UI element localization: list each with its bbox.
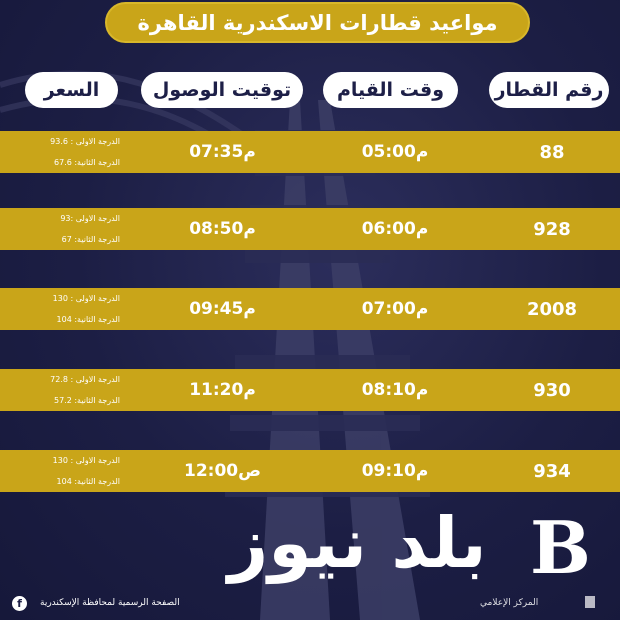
table-row	[0, 369, 620, 411]
arrival-time: 07:35م	[189, 142, 256, 162]
table-row	[0, 208, 620, 250]
price-second-class: الدرجة الثانية: 57.2	[54, 395, 120, 405]
train-number: 934	[533, 460, 571, 482]
train-number: 88	[539, 141, 565, 163]
price-first-class: الدرجة الاولى : 130	[52, 293, 120, 303]
price-second-class: الدرجة الثانية: 104	[56, 476, 120, 486]
departure-time: 08:10م	[361, 380, 429, 400]
departure-time: 06:00م	[361, 219, 429, 239]
footer	[0, 592, 620, 620]
brand-logo-mark: B	[530, 505, 591, 590]
price-cell	[0, 450, 128, 492]
price-cell	[0, 288, 128, 330]
price-first-class: الدرجة الاولى :93	[60, 213, 120, 223]
header-price: السعر	[25, 72, 118, 108]
departure-time: 05:00م	[361, 142, 429, 162]
arrival-time: 12:00ص	[184, 461, 261, 481]
arrival-time: 11:20م	[189, 380, 256, 400]
header-train-number: رقم القطار	[489, 72, 609, 108]
arrival-time: 08:50م	[189, 219, 256, 239]
header-departure: وقت القيام	[323, 72, 458, 108]
table-row	[0, 131, 620, 173]
price-cell	[0, 369, 128, 411]
arrival-time: 09:45م	[189, 299, 256, 319]
facebook-icon[interactable]: f	[12, 596, 27, 611]
departure-time: 09:10م	[361, 461, 429, 481]
price-second-class: الدرجة الثانية: 67.6	[54, 157, 120, 167]
train-number: 2008	[526, 298, 578, 320]
footer-page-credit: الصفحة الرسمية لمحافظة الإسكندرية	[40, 598, 180, 608]
train-number: 928	[533, 218, 571, 240]
page-title: مواعيد قطارات الاسكندرية القاهرة	[105, 2, 530, 43]
table-row	[0, 288, 620, 330]
media-center-icon	[585, 596, 595, 608]
table-row	[0, 450, 620, 492]
price-first-class: الدرجة الاولى : 130	[52, 455, 120, 465]
price-cell	[0, 131, 128, 173]
price-first-class: الدرجة الاولى : 93.6	[50, 136, 120, 146]
price-cell	[0, 208, 128, 250]
footer-media-credit: المركز الإعلامي	[480, 598, 539, 608]
header-arrival: توقيت الوصول	[141, 72, 303, 108]
brand-logo-text: بلد نيوز	[228, 502, 487, 584]
price-second-class: الدرجة الثانية: 104	[56, 314, 120, 324]
price-first-class: الدرجة الاولى : 72.8	[50, 374, 120, 384]
departure-time: 07:00م	[361, 299, 429, 319]
price-second-class: الدرجة الثانية: 67	[61, 234, 120, 244]
train-number: 930	[533, 379, 571, 401]
